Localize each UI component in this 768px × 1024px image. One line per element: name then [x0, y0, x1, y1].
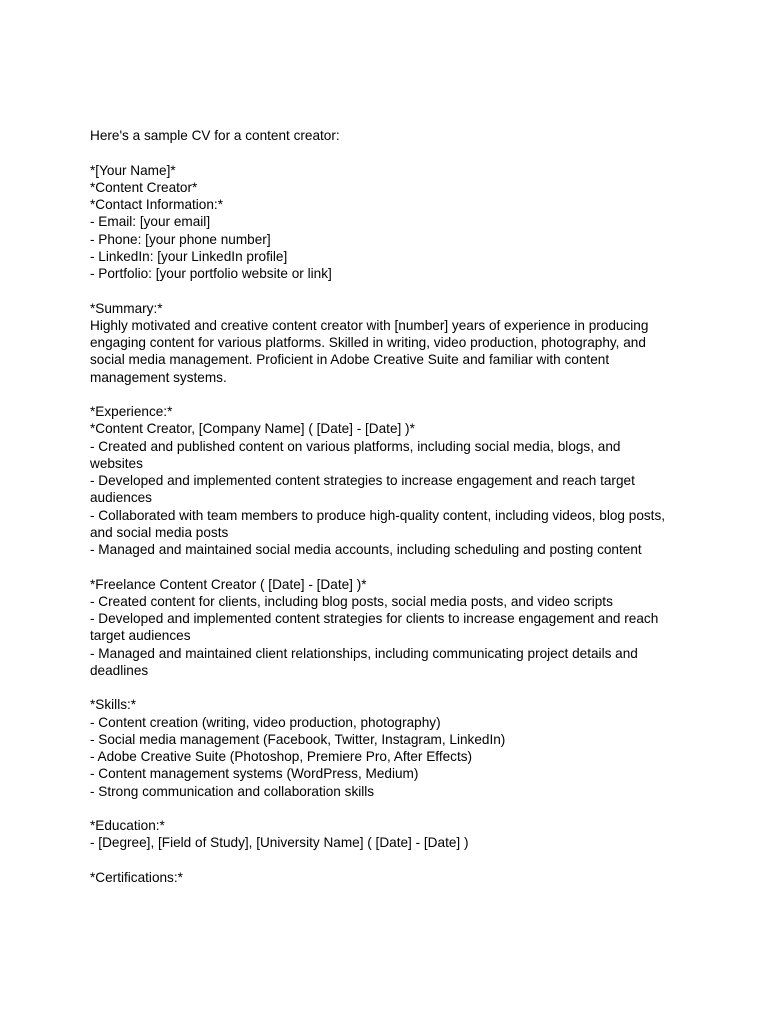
education-item: - [Degree], [Field of Study], [University Name] ( [Date] - [Date] ): [90, 835, 469, 851]
certifications-heading: *Certifications:*: [90, 869, 183, 885]
spacer: [90, 852, 690, 869]
name-line: *[Your Name]*: [90, 162, 176, 178]
spacer: [90, 800, 690, 817]
summary-line: Highly motivated and creative content creator with [number] years of experience in producing: [90, 317, 649, 333]
spacer: [90, 558, 690, 575]
contact-portfolio: - Portfolio: [your portfolio website or link]: [90, 266, 332, 281]
summary-line: social media management. Proficient in Adobe Creative Suite and familiar with content: [90, 352, 610, 368]
job-title: *Content Creator, [Company Name] ( [Date] - [Date] )*: [90, 421, 415, 437]
contact-email: - Email: [your email]: [90, 214, 211, 230]
job-detail-line: target audiences: [90, 628, 191, 644]
job-detail-line: - Managed and maintained client relationships, including communicating project details and: [90, 645, 638, 661]
job-detail-line: deadlines: [90, 662, 149, 678]
contact-heading: *Contact Information:*: [90, 197, 223, 212]
skill-item: - Adobe Creative Suite (Photoshop, Premiere Pro, After Effects): [90, 749, 473, 764]
contact-phone: - Phone: [your phone number]: [90, 231, 271, 247]
skill-item: - Content management systems (WordPress, Medium): [90, 766, 419, 782]
skills-heading: *Skills:*: [90, 697, 137, 713]
skill-item: - Content creation (writing, video production, photography): [90, 714, 441, 730]
spacer: [90, 679, 690, 696]
job-detail-line: - Collaborated with team members to produce high-quality content, including videos, blog posts,: [90, 507, 666, 523]
education-heading: *Education:*: [90, 818, 165, 833]
spacer: [90, 386, 690, 403]
job-detail-line: audiences: [90, 490, 152, 506]
job-detail-line: - Created and published content on various platforms, including social media, blogs, and: [90, 438, 621, 454]
skill-item: - Strong communication and collaboration skills: [90, 783, 375, 799]
job-detail-line: websites: [90, 455, 143, 471]
job-detail-line: and social media posts: [90, 524, 229, 540]
job-detail-line: - Created content for clients, including blog posts, social media posts, and video scripts: [90, 593, 613, 609]
job-detail-line: - Developed and implemented content strategies to increase engagement and reach target: [90, 473, 635, 488]
spacer: [90, 144, 690, 161]
summary-line: engaging content for various platforms. Skilled in writing, video production, photography, and: [90, 335, 646, 350]
skill-item: - Social media management (Facebook, Twitter, Instagram, LinkedIn): [90, 731, 506, 747]
cv-document: [90, 127, 690, 886]
contact-linkedin: - LinkedIn: [your LinkedIn profile]: [90, 248, 288, 264]
experience-heading: *Experience:*: [90, 404, 173, 419]
spacer: [90, 282, 690, 299]
job-detail-line: - Developed and implemented content strategies for clients to increase engagement and reach: [90, 611, 659, 626]
job-title: *Freelance Content Creator ( [Date] - [Date] )*: [90, 576, 367, 592]
intro-text: Here's a sample CV for a content creator:: [90, 128, 340, 143]
summary-line: management systems.: [90, 369, 227, 385]
summary-heading: *Summary:*: [90, 300, 163, 316]
role-line: *Content Creator*: [90, 179, 198, 195]
job-detail-line: - Managed and maintained social media accounts, including scheduling and posting content: [90, 542, 642, 557]
